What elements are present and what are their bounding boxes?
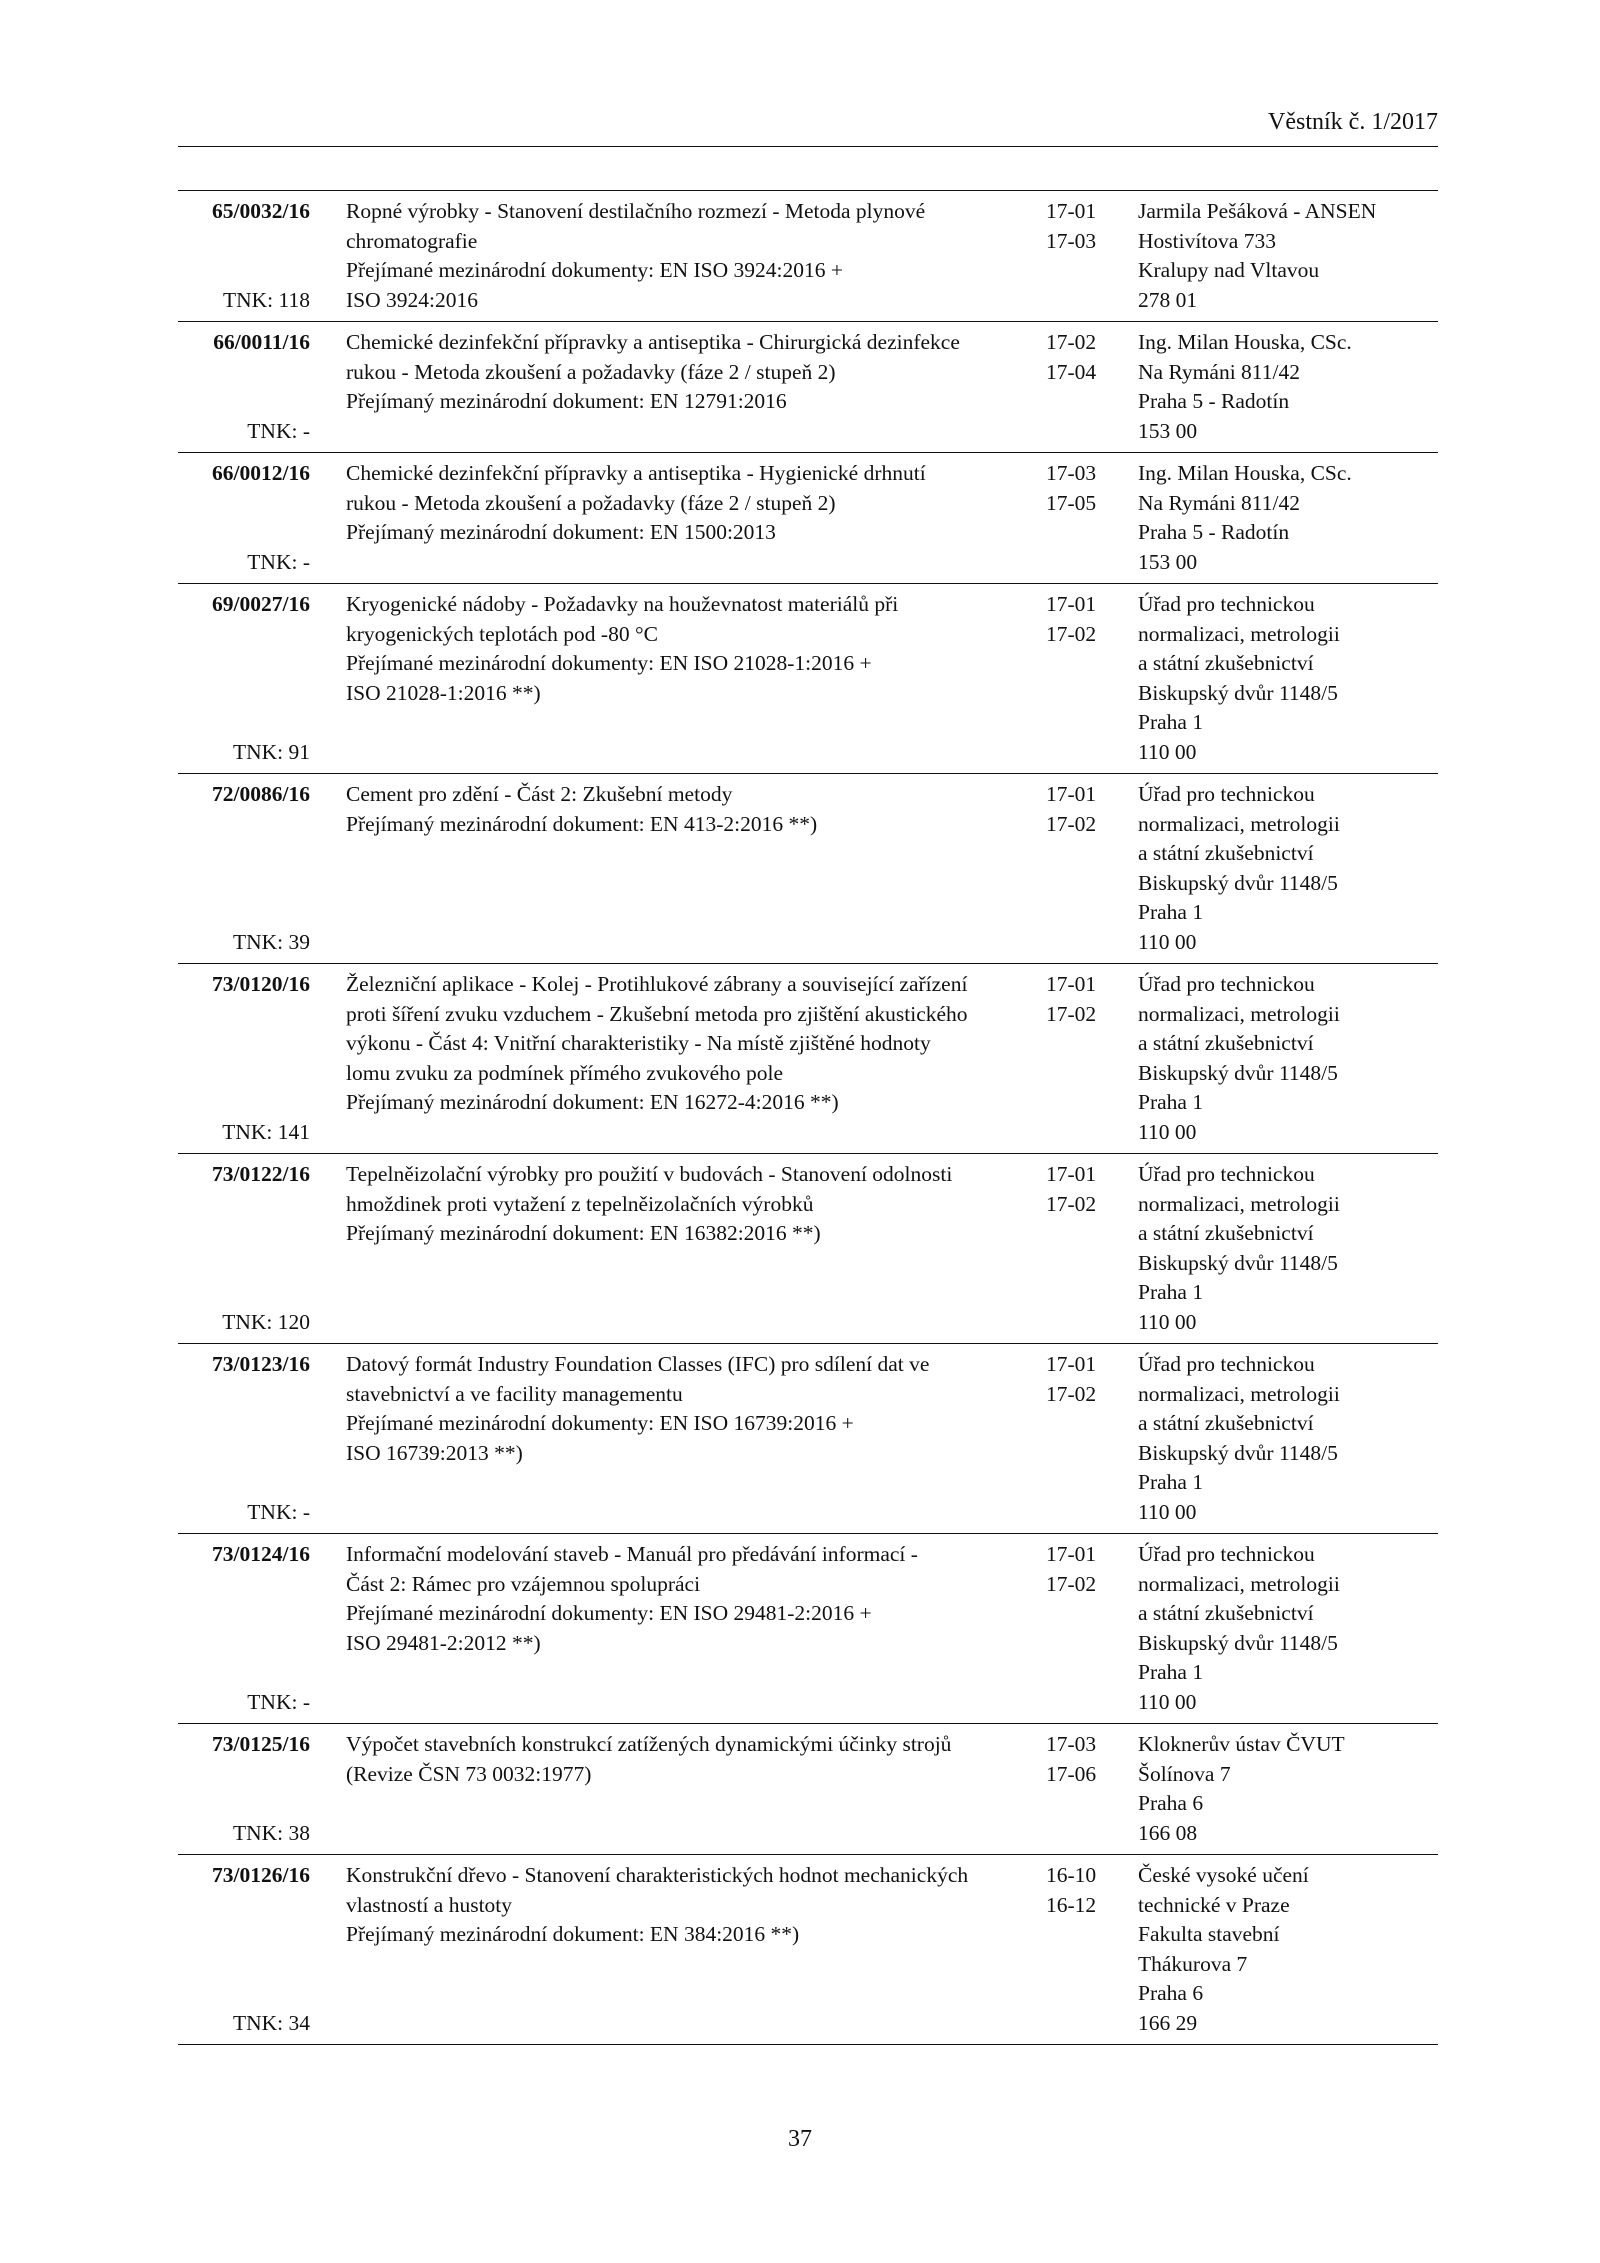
title-line: Výpočet stavebních konstrukcí zatížených dynamickými účinky strojů [346,1732,952,1756]
page-number: 37 [788,2126,812,2152]
address-line: Na Rymáni 811/42 [1138,359,1300,384]
title-line: Přejímaný mezinárodní dokument: EN 16272-4:2016 **) [346,1090,839,1114]
title-line: Přejímaný mezinárodní dokument: EN 384:2016 **) [346,1922,800,1946]
address-line: normalizaci, metrologii [1138,1381,1340,1406]
period-value: 17-02 [1046,330,1097,354]
address-line: Praha 1 [1138,1470,1204,1494]
address-line: Hostivítova 733 [1138,228,1276,253]
address-line: normalizaci, metrologii [1138,1191,1340,1216]
period-value: 17-02 [1046,621,1097,646]
standard-id-cell [178,970,314,1147]
address-line: Úřad pro technickou [1138,1352,1315,1376]
period-value: 17-01 [1046,1162,1097,1186]
tnk-label: TNK: - [247,1689,310,1714]
period-value: 17-06 [1046,1761,1097,1786]
period-value: 17-02 [1046,811,1097,836]
period-value: 17-01 [1046,199,1097,223]
address-line: a státní zkušebnictví [1138,1411,1314,1435]
processor-address-cell [1118,1160,1438,1337]
address-line: 110 00 [1138,739,1197,764]
title-line: kryogenických teplotách pod -80 °C [346,621,658,646]
title-line: rukou - Metoda zkoušení a požadavky (fáze 2 / stupeň 2) [346,490,836,515]
address-line: Biskupský dvůr 1148/5 [1138,1630,1338,1655]
period-value: 17-03 [1046,1732,1097,1756]
tnk-label: TNK: - [247,549,310,574]
title-line: Přejímaný mezinárodní dokument: EN 12791:2016 [346,389,787,413]
standard-title-cell [314,1540,1020,1717]
period-cell [1020,197,1118,315]
address-line: a státní zkušebnictví [1138,1031,1314,1055]
title-line: Tepelněizolační výrobky pro použití v budovách - Stanovení odolnosti [346,1162,953,1186]
address-line: Úřad pro technickou [1138,782,1315,806]
period-cell [1020,1540,1118,1717]
address-line: Biskupský dvůr 1148/5 [1138,680,1338,705]
period-cell [1020,1350,1118,1527]
period-value: 16-10 [1046,1863,1097,1887]
standard-id-cell [178,459,314,577]
address-line: Praha 5 - Radotín [1138,389,1290,413]
standard-id-cell [178,1730,314,1848]
standard-id-cell [178,1160,314,1337]
address-line: Biskupský dvůr 1148/5 [1138,1440,1338,1465]
standard-number: 72/0086/16 [212,782,310,806]
address-line: technické v Praze [1138,1892,1290,1917]
standard-id-cell [178,780,314,957]
standard-id-cell [178,1861,314,2038]
tnk-label: TNK: 38 [232,1820,310,1845]
period-value: 17-02 [1046,1571,1097,1596]
address-line: Biskupský dvůr 1148/5 [1138,1060,1338,1085]
standard-title-cell [314,1861,1020,2038]
period-cell [1020,1861,1118,2038]
address-line: Thákurova 7 [1138,1951,1248,1976]
address-line: Šolínova 7 [1138,1761,1231,1786]
standard-title-cell [314,1730,1020,1848]
period-cell [1020,780,1118,957]
address-line: Praha 1 [1138,1280,1204,1304]
address-line: a státní zkušebnictví [1138,1221,1314,1245]
period-value: 17-01 [1046,1542,1097,1566]
tnk-label: TNK: 141 [222,1119,310,1144]
address-line: 153 00 [1138,549,1198,574]
standard-number: 69/0027/16 [212,592,310,616]
page-header: Věstník č. 1/2017 [1268,109,1438,135]
title-line: Konstrukční dřevo - Stanovení charakteristických hodnot mechanických [346,1863,969,1887]
standard-number: 73/0125/16 [212,1732,310,1756]
standard-id-cell [178,590,314,767]
standard-number: 73/0124/16 [212,1542,310,1566]
table-row [178,774,1438,964]
period-cell [1020,1160,1118,1337]
title-line: Část 2: Rámec pro vzájemnou spolupráci [346,1571,701,1596]
address-line: a státní zkušebnictví [1138,1601,1314,1625]
title-line: Přejímaný mezinárodní dokument: EN 1500:2013 [346,520,776,544]
address-line: 110 00 [1138,1309,1197,1334]
standard-title-cell [314,328,1020,446]
address-line: Praha 5 - Radotín [1138,520,1290,544]
standards-table [178,190,1438,2045]
standard-id-cell [178,328,314,446]
standard-title-cell [314,780,1020,957]
processor-address-cell [1118,1540,1438,1717]
title-line: (Revize ČSN 73 0032:1977) [346,1761,592,1786]
title-line: vlastností a hustoty [346,1892,513,1917]
processor-address-cell [1118,780,1438,957]
address-line: a státní zkušebnictví [1138,841,1314,865]
title-line: Kryogenické nádoby - Požadavky na houževnatost materiálů při [346,592,899,616]
standard-number: 65/0032/16 [212,199,310,223]
title-line: stavebnictví a ve facility managementu [346,1381,683,1406]
table-row [178,1855,1438,2045]
period-value: 16-12 [1046,1892,1097,1917]
tnk-label: TNK: - [247,418,310,443]
tnk-label: TNK: 118 [223,287,310,312]
table-row [178,1154,1438,1344]
address-line: Praha 6 [1138,1981,1204,2005]
title-line: ISO 21028-1:2016 **) [346,680,541,705]
processor-address-cell [1118,970,1438,1147]
standard-id-cell [178,197,314,315]
title-line: Cement pro zdění - Část 2: Zkušební metody [346,782,733,806]
address-line: Kloknerův ústav ČVUT [1138,1732,1345,1756]
address-line: normalizaci, metrologii [1138,621,1340,646]
address-line: 110 00 [1138,929,1197,954]
standard-title-cell [314,590,1020,767]
period-cell [1020,1730,1118,1848]
standard-id-cell [178,1540,314,1717]
header-rule [178,146,1438,147]
address-line: Úřad pro technickou [1138,1162,1315,1186]
title-line: ISO 29481-2:2012 **) [346,1630,541,1655]
title-line: lomu zvuku za podmínek přímého zvukového pole [346,1060,784,1085]
period-value: 17-01 [1046,782,1097,806]
period-cell [1020,328,1118,446]
tnk-label: TNK: 34 [232,2010,310,2035]
address-line: Úřad pro technickou [1138,972,1315,996]
period-value: 17-02 [1046,1381,1097,1406]
address-line: 278 01 [1138,287,1198,312]
processor-address-cell [1118,197,1438,315]
address-line: 110 00 [1138,1689,1197,1714]
standard-number: 73/0123/16 [212,1352,310,1376]
title-line: ISO 16739:2013 **) [346,1440,523,1465]
standard-title-cell [314,197,1020,315]
title-line: Železniční aplikace - Kolej - Protihlukové zábrany a související zařízení [346,972,968,996]
table-row [178,1344,1438,1534]
period-value: 17-02 [1046,1191,1097,1216]
address-line: 110 00 [1138,1119,1197,1144]
address-line: 153 00 [1138,418,1198,443]
standard-number: 66/0012/16 [212,461,310,485]
standard-number: 73/0120/16 [212,972,310,996]
title-line: Přejímané mezinárodní dokumenty: EN ISO 16739:2016 + [346,1411,854,1435]
title-line: Informační modelování staveb - Manuál pro předávání informací - [346,1542,918,1566]
period-value: 17-02 [1046,1001,1097,1026]
title-line: Datový formát Industry Foundation Classes (IFC) pro sdílení dat ve [346,1352,930,1376]
title-line: výkonu - Část 4: Vnitřní charakteristiky - Na místě zjištěné hodnoty [346,1031,931,1055]
standard-title-cell [314,1350,1020,1527]
address-line: 166 08 [1138,1820,1198,1845]
table-row [178,964,1438,1154]
address-line: Praha 1 [1138,1660,1204,1684]
title-line: chromatografie [346,228,478,253]
address-line: 110 00 [1138,1499,1197,1524]
standard-number: 73/0122/16 [212,1162,310,1186]
table-row [178,191,1438,322]
address-line: 166 29 [1138,2010,1198,2035]
address-line: Biskupský dvůr 1148/5 [1138,1250,1338,1275]
address-line: Biskupský dvůr 1148/5 [1138,870,1338,895]
address-line: normalizaci, metrologii [1138,1001,1340,1026]
processor-address-cell [1118,1350,1438,1527]
address-line: normalizaci, metrologii [1138,811,1340,836]
standard-number: 66/0011/16 [213,330,310,354]
address-line: Praha 1 [1138,900,1204,924]
tnk-label: TNK: - [247,1499,310,1524]
standard-title-cell [314,1160,1020,1337]
address-line: České vysoké učení [1138,1863,1309,1887]
processor-address-cell [1118,1861,1438,2038]
address-line: Kralupy nad Vltavou [1138,258,1320,282]
title-line: Přejímaný mezinárodní dokument: EN 16382:2016 **) [346,1221,821,1245]
table-row [178,322,1438,453]
period-value: 17-05 [1046,490,1097,515]
address-line: Jarmila Pešáková - ANSEN [1138,199,1377,223]
period-cell [1020,590,1118,767]
period-value: 17-01 [1046,592,1097,616]
title-line: rukou - Metoda zkoušení a požadavky (fáze 2 / stupeň 2) [346,359,836,384]
period-value: 17-01 [1046,972,1097,996]
title-line: Přejímaný mezinárodní dokument: EN 413-2:2016 **) [346,811,818,836]
processor-address-cell [1118,1730,1438,1848]
title-line: Ropné výrobky - Stanovení destilačního rozmezí - Metoda plynové [346,199,926,223]
processor-address-cell [1118,590,1438,767]
title-line: proti šíření zvuku vzduchem - Zkušební metoda pro zjištění akustického [346,1001,968,1026]
title-line: ISO 3924:2016 [346,287,478,312]
table-row [178,453,1438,584]
table-row [178,1724,1438,1855]
period-value: 17-04 [1046,359,1097,384]
title-line: hmoždinek proti vytažení z tepelněizolačních výrobků [346,1191,814,1216]
address-line: Praha 1 [1138,710,1204,734]
address-line: Ing. Milan Houska, CSc. [1138,330,1352,354]
period-value: 17-03 [1046,228,1097,253]
period-cell [1020,459,1118,577]
standard-id-cell [178,1350,314,1527]
address-line: Na Rymáni 811/42 [1138,490,1300,515]
period-value: 17-01 [1046,1352,1097,1376]
tnk-label: TNK: 120 [222,1309,310,1334]
title-line: Přejímané mezinárodní dokumenty: EN ISO 3924:2016 + [346,258,843,282]
title-line: Přejímané mezinárodní dokumenty: EN ISO 21028-1:2016 + [346,651,872,675]
processor-address-cell [1118,459,1438,577]
address-line: Ing. Milan Houska, CSc. [1138,461,1352,485]
standard-title-cell [314,970,1020,1147]
address-line: a státní zkušebnictví [1138,651,1314,675]
address-line: Praha 1 [1138,1090,1204,1114]
table-row [178,584,1438,774]
address-line: Úřad pro technickou [1138,592,1315,616]
title-line: Chemické dezinfekční přípravky a antiseptika - Chirurgická dezinfekce [346,330,960,354]
period-value: 17-03 [1046,461,1097,485]
standard-number: 73/0126/16 [212,1863,310,1887]
address-line: Fakulta stavební [1138,1922,1280,1946]
tnk-label: TNK: 39 [232,929,310,954]
address-line: Praha 6 [1138,1791,1204,1815]
period-cell [1020,970,1118,1147]
standard-title-cell [314,459,1020,577]
tnk-label: TNK: 91 [232,739,310,764]
processor-address-cell [1118,328,1438,446]
title-line: Chemické dezinfekční přípravky a antiseptika - Hygienické drhnutí [346,461,926,485]
address-line: normalizaci, metrologii [1138,1571,1340,1596]
address-line: Úřad pro technickou [1138,1542,1315,1566]
title-line: Přejímané mezinárodní dokumenty: EN ISO 29481-2:2016 + [346,1601,872,1625]
table-row [178,1534,1438,1724]
